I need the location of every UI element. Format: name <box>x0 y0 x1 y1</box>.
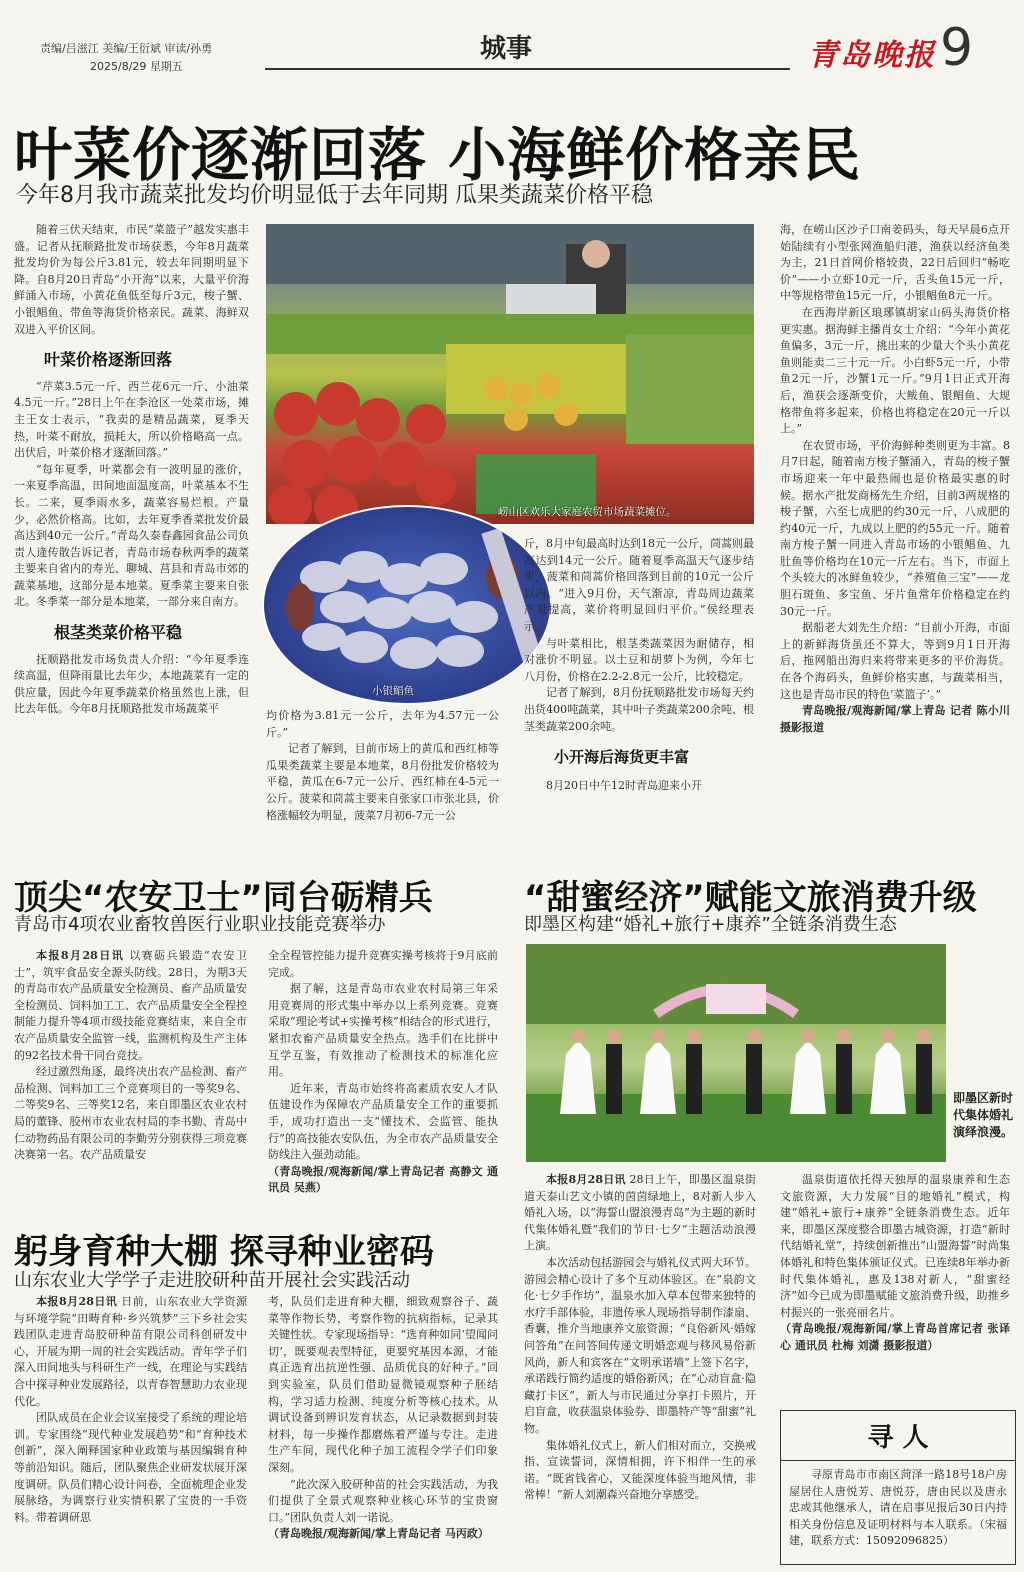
article1-para: 8月20日中午12时青岛迎来小开 <box>546 778 702 792</box>
article3-para: 28日上午，即墨区温泉街道天泰山艺文小镇的茵茵绿地上，8对新人步入婚礼入场，以“海誓山盟浪漫青岛”为主题的新时代集体婚礼暨“我们的节日·七夕”主题活动浪漫上演。 <box>524 1173 756 1253</box>
vegetable-illustration <box>266 224 754 524</box>
article4-byline: （青岛晚报/观海新闻/掌上青岛记者 马丙政） <box>268 1527 489 1541</box>
article2-title: 顶尖“农安卫士”同台砺精兵 <box>14 878 433 918</box>
article1-para: 均价格为3.81元一公斤，去年为4.57元一公斤。” <box>266 709 499 739</box>
article2-byline: （青岛晚报/观海新闻/掌上青岛记者 高静文 通讯员 吴燕） <box>268 1164 498 1195</box>
article2-col2 <box>268 948 498 1213</box>
article1-byline: 青岛晚报/观海新闻/掌上青岛 记者 陈小川 摄影报道 <box>780 704 1010 734</box>
article4-subtitle: 山东农业大学学子走进胶研种苗开展社会实践活动 <box>14 1270 410 1291</box>
article1-para: 抚顺路批发市场负责人介绍：“今年夏季连续高温，但降雨量比去年少，本地蔬菜有一定的供应量，因此今年夏季蔬菜价格虽然也上涨，但比去年低。今年8月抚顺路批发市场蔬菜平 <box>14 652 249 716</box>
article1-para: 海，在崂山区沙子口南姜码头，每天早晨6点开始陆续有小型张网渔船归港，渔获以经济鱼类为主，21日首网价格较贵，22日后回归“畅吃价”——小立虾10元一斤，舌头鱼15元一斤，中等规格带鱼15元一斤，小银鲳鱼8元一斤。 <box>780 223 1010 303</box>
article1-col2 <box>266 708 499 848</box>
article4-col1 <box>14 1294 247 1569</box>
article4-col2 <box>268 1294 498 1569</box>
article3-title: “甜蜜经济”赋能文旅消费升级 <box>524 878 977 918</box>
article3-byline: （青岛晚报/观海新闻/掌上青岛首席记者 张译心 通讯员 杜梅 刘潇 摄影报道） <box>780 1322 1010 1352</box>
photo-vegetable-stall <box>266 224 754 524</box>
article1-para: 在农贸市场，平价海鲜种类则更为丰富。8月7日起，随着南方梭子蟹涌入，青岛的梭子蟹市场迎来一年中最热闹也是价格最实惠的时候。据水产批发商杨先生介绍，目前3两规格的梭子蟹，六至七成肥的约30元一斤，八成肥的约40元一斤，九成以上肥的约55元一斤。随着南方梭子蟹一同进入青岛市场的小银鲳鱼、九肚鱼等价格均在10元一斤左右。当下，市面上个头较大的冰鲜鱼较少，“养殖鱼三宝”——龙胆石斑鱼、多宝鱼、牙片鱼常年价格稳定在约30元一斤。 <box>780 438 1010 618</box>
article1-subhead3: 小开海后海货更丰富 <box>554 748 690 767</box>
article1-subhead2: 根茎类菜价格平稳 <box>54 623 183 643</box>
article2-para: 据了解，这是青岛市农业农村局第三年采用竞赛周的形式集中举办以上系列竞赛。竞赛采取“理论考试+实操考核”相结合的形式进行，紧扣农畜产品质量安全热点。选手们在比拼中互学互鉴，有效推动了检测技术的标准化应用。 <box>268 982 498 1079</box>
notice-title: 寻 人 <box>867 1423 929 1453</box>
article2-para: 全全程管控能力提升竞赛实操考核将于9月底前完成。 <box>268 949 498 979</box>
paper-logo: 青岛晚报 <box>808 38 936 73</box>
article3-col2 <box>780 1172 1010 1404</box>
page-number: 9 <box>940 18 974 78</box>
article1-subtitle: 今年8月我市蔬菜批发均价明显低于去年同期 瓜果类蔬菜价格平稳 <box>16 183 653 208</box>
article1-para: “每年夏季，叶菜都会有一波明显的涨价，一来夏季高温，田间地面温度高，叶菜基本不生长。二来，夏季雨水多，蔬菜容易烂根。产量少，必然价格高。比如，去年夏季香菜批发价最高达到40元一公斤。”青岛久泰春鑫园食品公司负责人逄传散告诉记者，青岛市场春秋两季的蔬菜主要来自省内的寿光、聊城、莒县和青岛市郊的蔬菜基地，这部分是本地菜。夏季菜主要来自张北。冬季菜一部分是本地菜，一部分来自南方。 <box>14 462 249 609</box>
fish-illustration <box>264 507 552 705</box>
article3-para: 本次活动包括游园会与婚礼仪式两大环节。游园会精心设计了多个互动体验区。在“泉韵文化·七夕手作坊”，温泉水加入草本包带来独特的水疗手部体验，非遗传承人现场指导制作漆扇、香囊，推介当地康养文旅资源；“良俗新风·婚嫁问答角”在问答间传递文明婚恋观与移风易俗新风尚，新人和宾客在“文明承诺墙”上签下名字，承诺践行简约适度的婚俗新风；在“心动盲盒·隐藏打卡区”，新人与市民通过分享打卡照片，开启盲盒，收获温泉体验券、即墨特产等“甜蜜”礼物。 <box>524 1255 756 1435</box>
article2-col1 <box>14 948 247 1213</box>
notice-body <box>789 1467 1007 1567</box>
article4-dateline: 本报8月28日讯 <box>36 1295 118 1308</box>
article1-subhead1: 叶菜价格逐渐回落 <box>44 350 173 370</box>
article3-para: 集体婚礼仪式上，新人们相对而立，交换戒指、宣读誓词，深情相拥，许下相伴一生的承诺。“既省钱省心，又能深度体验当地风情，非常棒！”新人刘潮森兴奋地分享感受。 <box>524 1438 756 1502</box>
article2-dateline: 本报8月28日讯 <box>36 949 125 962</box>
issue-date: 2025/8/29 星期五 <box>90 60 183 73</box>
article1-para: 据船老大刘先生介绍：“目前小开海，市面上的新鲜海货虽还不算大，等到9月1日开海后，拖网船出海归来将带来更多的平价海货。在各个海码头，鱼鲜价格实惠，与蔬菜相当，这也是青岛市民的特色‘菜篮子’。” <box>780 621 1010 701</box>
photo-group-wedding <box>526 944 946 1162</box>
article2-para: 经过激烈角逐，最终决出农产品检测、畜产品检测、饲料加工三个竞赛项目的一等奖9名、二等奖9名、三等奖12名，来自即墨区农业农村局的董锋、胶州市农业农村局的李书勤、青岛中仁动物药品有限公司的李勤劳分别获得三项竞赛决赛第一名。农产品质量安 <box>14 1065 247 1162</box>
article1-para: 记者了解到，8月份抚顺路批发市场每天约出货400吨蔬菜，其中叶子类蔬菜200余吨、根茎类蔬菜200余吨。 <box>524 686 754 733</box>
article1-para: 斤，8月中旬最高时达到18元一公斤，茼蒿则最高达到14元一公斤。随着夏季高温天气逐步结束，菠菜和茼蒿价格回落到目前的10元一公斤以内。“进入9月份，天气渐凉，青岛周边蔬菜产量提高，菜价将明显回归平价。”侯经理表示。 <box>524 537 754 633</box>
article3-dateline: 本报8月28日讯 <box>546 1173 626 1186</box>
notice-text: 寻原青岛市市南区菏泽一路18号18户房屋居住人唐悦芳、唐悦芬，唐由民以及唐永忠或其他继承人，请在启事见报后30日内持相关身份信息及证明材料与本人联系。（宋福建，联系方式：15092096825） <box>789 1468 1007 1548</box>
article1-para: 记者了解到，目前市场上的黄瓜和西红柿等瓜果类蔬菜主要是本地菜，8月份批发价格较为平稳，黄瓜在6-7元一公斤、西红柿在4-5元一公斤。菠菜和茼蒿主要来自张家口市张北县，价格涨幅较为明显，菠菜7月初6-7元一公 <box>266 742 499 822</box>
missing-person-notice <box>780 1410 1016 1565</box>
article4-para: 团队成员在企业会议室接受了系统的理论培训。专家围绕“现代种业发展趋势”和“育种技术创新”，深入阐释国家种业政策与基因编辑育种等前沿知识。随后，团队聚焦企业研发状展开深度调研。队员们精心设计问卷，全面梳理企业发展脉络，为调察行业实情积累了宝贵的一手资料。带着调研思 <box>14 1411 247 1524</box>
article3-col1 <box>524 1172 756 1567</box>
article4-para: 日前，山东农业大学资源与环境学院“田畴育种·乡兴筑梦”三下乡社会实践团队走进青岛胶研种苗有限公司科创研发中心，开展为期一周的社会实践活动。青年学子们深入田间地头与科研生产一线，在理论与实践结合中探寻种业发展路径，以青春智慧助力农业现代化。 <box>14 1295 247 1408</box>
article1-lead: 随着三伏天结束，市民“菜篮子”越发实惠丰盛。记者从抚顺路批发市场获悉，今年8月蔬菜批发均价为每公斤3.81元，较去年同期明显下降。自8月20日青岛“小开海”以来，大量平价海鲜涌入市场，小黄花鱼低至每斤3元，梭子蟹、小银鲳鱼、带鱼等海货价格亲民。蔬菜、海鲜双双进入平价区间。 <box>14 223 249 336</box>
section-name: 城事 <box>480 34 533 64</box>
article4-para: “此次深入胶研种苗的社会实践活动，为我们提供了全景式观察种业核心环节的宝贵窗口。”团队负责人刘一诺说。 <box>268 1477 498 1524</box>
article1-col1 <box>14 222 249 847</box>
article3-subtitle: 即墨区构建“婚礼+旅行+康养”全链条消费生态 <box>524 914 897 935</box>
article2-para: 近年来，青岛市始终将高素质农安人才队伍建设作为保障农产品质量安全工作的重要抓手，成功打造出一支“懂技术、会监管、能执行”的高技能农安队伍，为全市农产品质量安全防线注入强劲动能。 <box>268 1081 498 1162</box>
photo1-caption: 崂山区欢乐大家庭农贸市场蔬菜摊位。 <box>498 506 677 518</box>
header-rule <box>265 68 790 70</box>
article4-title: 躬身育种大棚 探寻种业密码 <box>14 1232 434 1272</box>
article2-para: 以赛砺兵锻造“农安卫士”，筑牢食品安全源头防线。28日，为期3天的青岛市农产品质量安全检测员、畜产品质量安全检测员、饲料加工工、农产品质量安全全程控制能力提升等4项市级技能竞赛结束，来自全市农产品质量安全监管一线，监测机构及生产主体的92名技术骨干同台竞技。 <box>14 949 247 1062</box>
photo2-caption: 小银鲳鱼 <box>372 685 414 697</box>
photo3-caption: 即墨区新时代集体婚礼演绎浪漫。 <box>953 1091 1014 1139</box>
photo-pomfret-fish <box>262 505 552 705</box>
article1-title: 叶菜价逐渐回落 小海鲜价格亲民 <box>14 121 862 189</box>
article1-para: “芹菜3.5元一斤、西兰花6元一斤、小油菜4.5元一斤。”28日上午在李沧区一处菜市场，摊主王女士表示，“我卖的是精品蔬菜，夏季天热，叶菜不耐放，损耗大，所以价格略高一点。出伏后，叶菜价格才逐渐回落。” <box>14 379 249 460</box>
article4-para: 考，队员们走进育种大棚，细致观察谷子、蔬菜等作物长势，考察作物的抗病指标，记录其关键性状。专家现场指导：“选育种如同‘望闻问切’，既要观表型特征，更要究基因本源，才能真正选育出抗逆性强、品质优良的好种子。”回到实验室，队员们借助显微镜观察种子胚结构，学习适力检测、纯度分析等核心技术。从调试设备到辨识发育状态，从记录数据到封装材料，每一步操作都磨炼着严谨与专注。走进生产车间，现代化种子加工流程令学子们印象深刻。 <box>268 1295 498 1474</box>
article2-subtitle: 青岛市4项农业畜牧兽医行业职业技能竞赛举办 <box>14 914 386 935</box>
article1-para: 与叶菜相比，根茎类蔬菜因为耐储存，相对涨价不明显。以土豆和胡萝卜为例，今年七八月份，价格在2.2-2.8元一公斤，比较稳定。 <box>524 636 754 683</box>
article1-col3 <box>524 536 754 848</box>
article3-para: 温泉街道依托得天独厚的温泉康养和生态文旅资源，大力发展“目的地婚礼”模式，构建“婚礼+旅行+康养”全链条消费生态。近年来，即墨区深度整合即墨古城资源，打造“新时代结婚礼堂”，持续创新推出“山盟海誓”时尚集体婚礼和特色集体颁证仪式。已连续8年举办新时代集体婚礼，惠及138对新人，“甜蜜经济”如今已成为即墨赋能文旅消费升级，助推乡村振兴的一张亮丽名片。 <box>780 1173 1010 1319</box>
article1-col4 <box>780 222 1010 847</box>
wedding-illustration <box>526 944 946 1162</box>
article1-para: 在西海岸新区琅琊镇胡家山码头海货价格更实惠。据海鲜主播肖女士介绍：“今年小黄花鱼偏多，3元一斤，挑出来的少量大个头小黄花鱼则能卖二三十元一斤。小白虾5元一斤，小带鱼2元一斤，沙蟹1元一斤。”9月1日正式开海后，渔获会逐渐变价，大鲅鱼、银鲳鱼、大规格带鱼将多起来，价格也将稳定在20元一斤以上。” <box>780 305 1010 436</box>
editor-credits: 责编/吕滋江 美编/王衍斌 审读/孙勇 <box>40 42 213 55</box>
